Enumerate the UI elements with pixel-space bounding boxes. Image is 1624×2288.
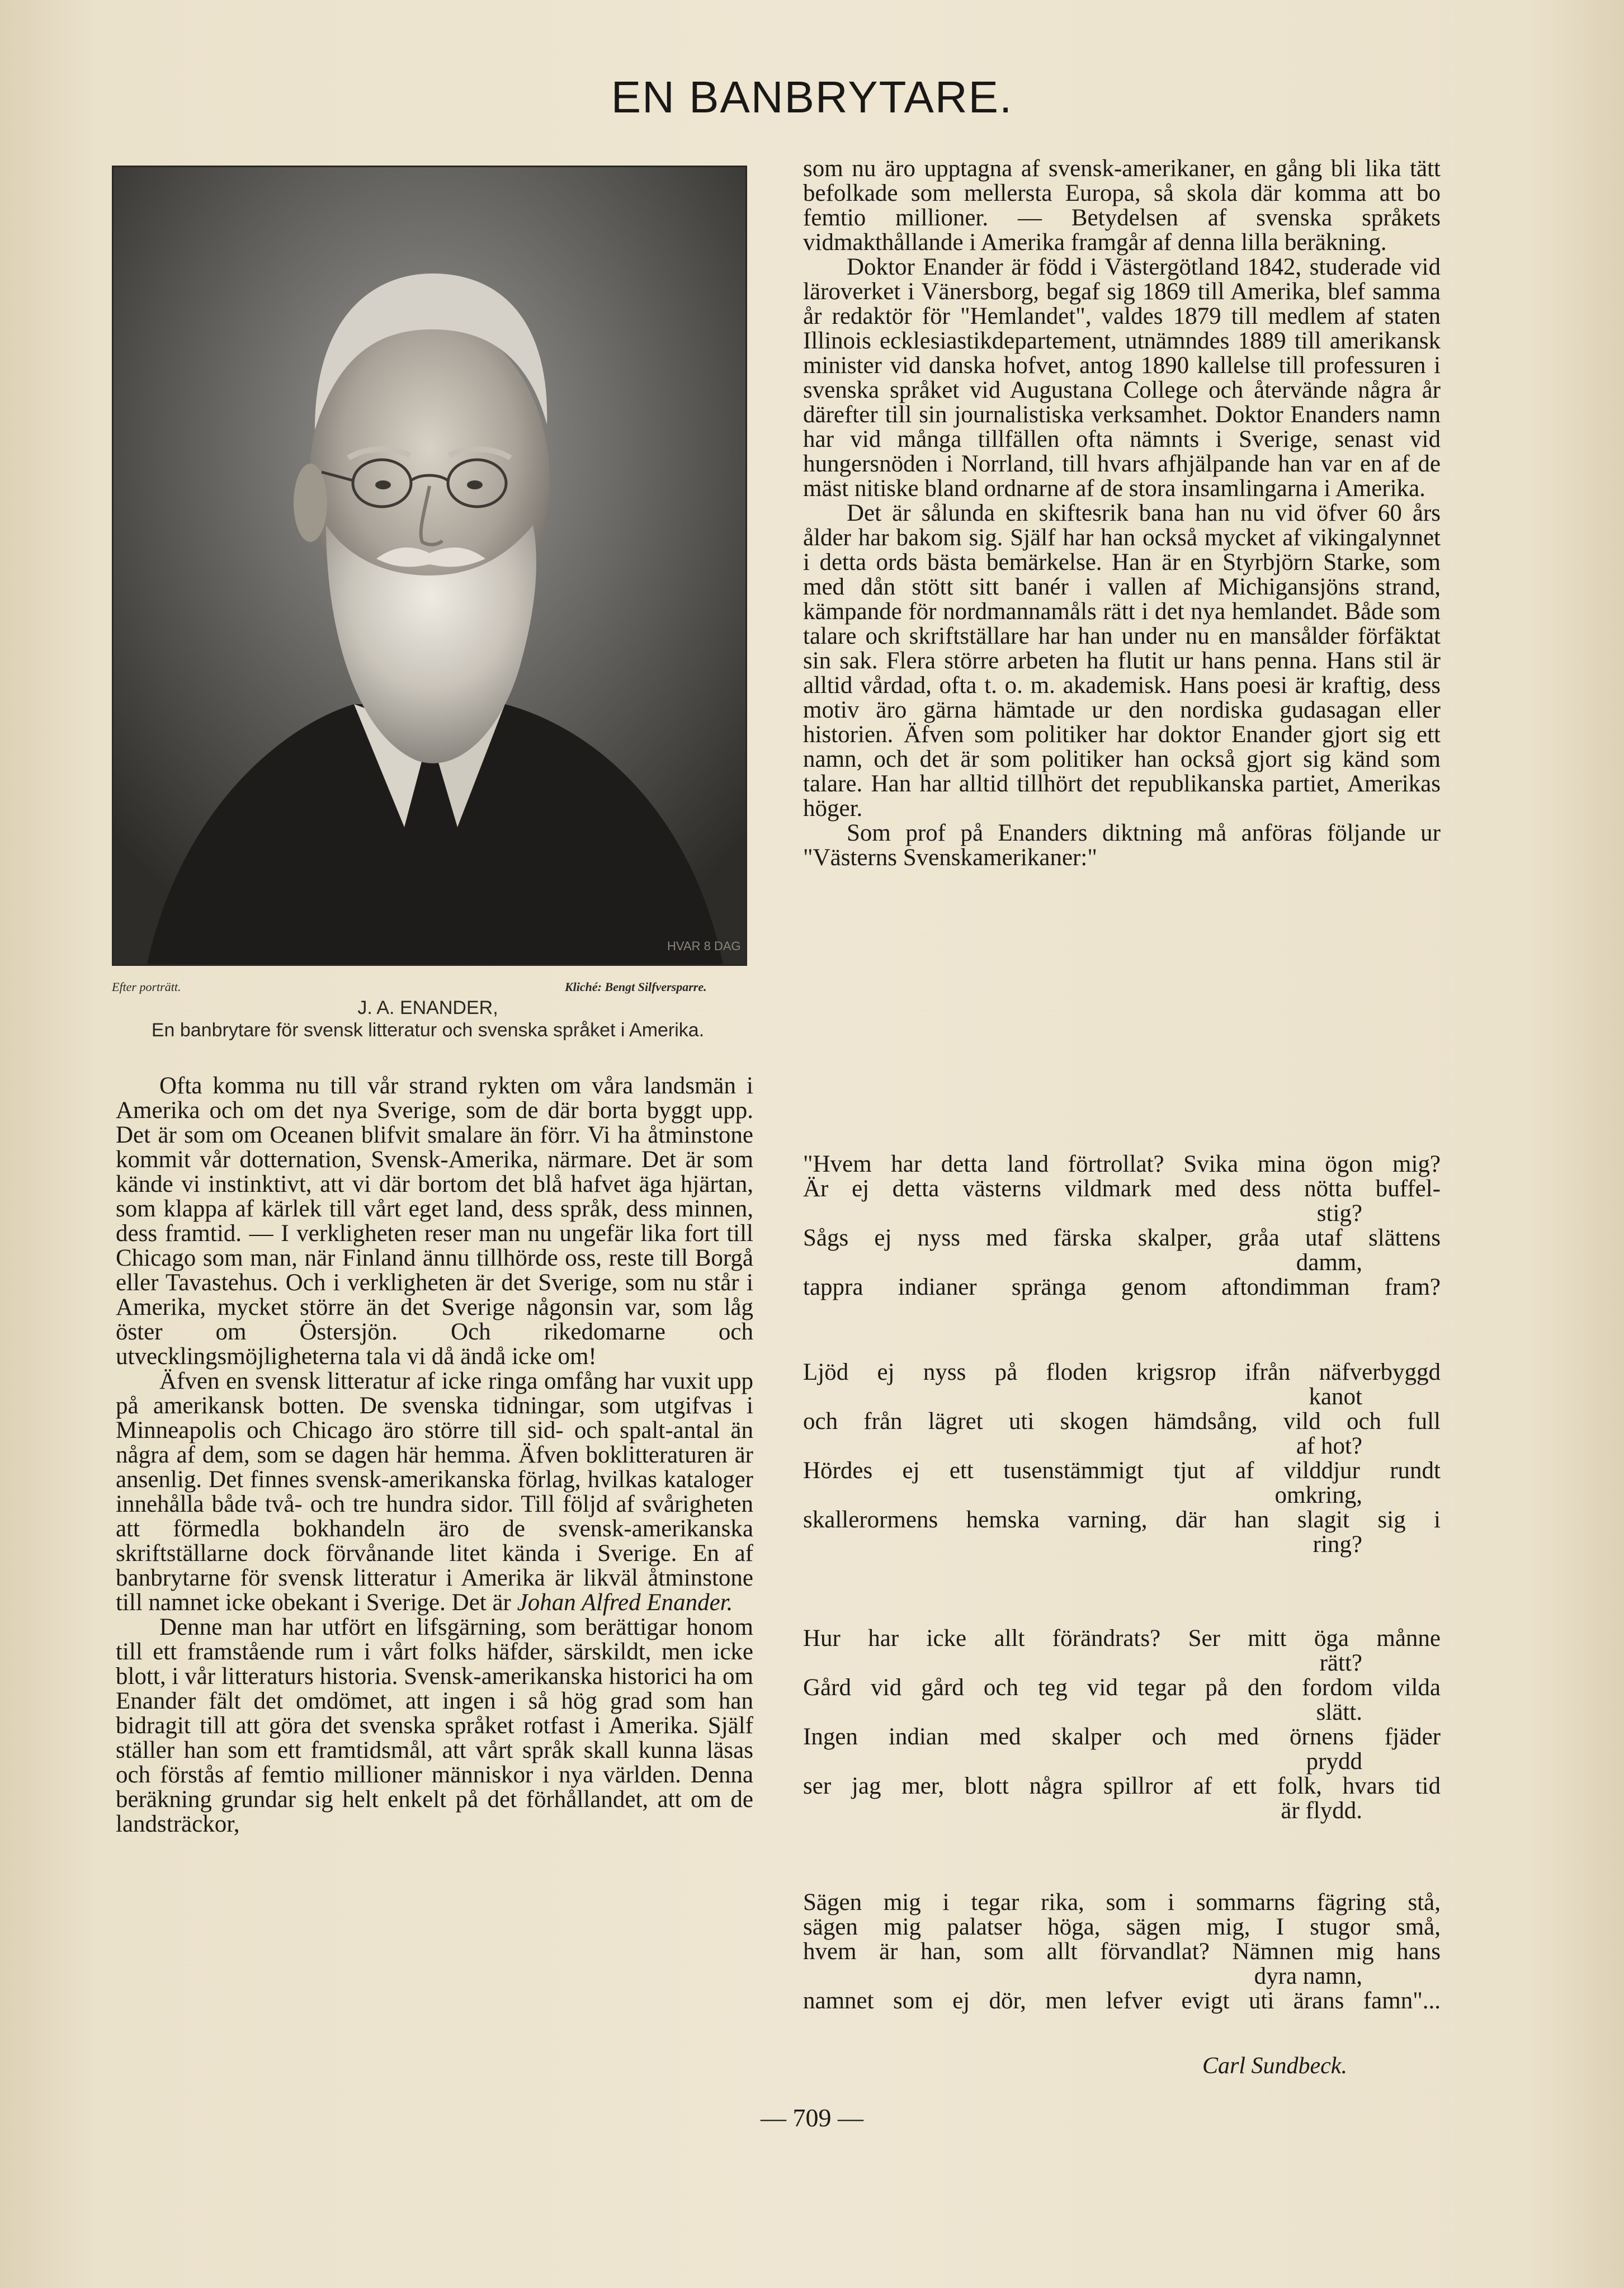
poem-line-runover: dyra namn, xyxy=(1254,1963,1362,1989)
photo-credit-right: Kliché: Bengt Silfversparre. xyxy=(565,980,707,994)
portrait-photo xyxy=(112,166,747,966)
page-number: — 709 — xyxy=(761,2103,863,2132)
poem-line: Sågs ej nyss med färska skalper, gråa utaf slättens xyxy=(803,1225,1441,1251)
poem-line: Är ej detta västerns vildmark med dess nötta buffel- xyxy=(803,1176,1441,1202)
poem-line: Sägen mig i tegar rika, som i sommarns fägring stå, xyxy=(803,1889,1441,1916)
poem-line-runover: rätt? xyxy=(1319,1650,1362,1676)
paragraph: som nu äro upptagna af svensk-amerikaner, en gång bli lika tätt befolkade som mellersta Europa, så skola där komma att bo femtio millioner. — Betydelsen af svenska språkets vidmakthållande i Amerika framgår af denna lilla beräkning. xyxy=(803,155,1441,256)
caption-description: En banbrytare för svensk litteratur och svenska språket i Amerika. xyxy=(151,1020,705,1041)
paragraph xyxy=(116,1369,753,1615)
poem-line: och från lägret uti skogen hämdsång, vild och full xyxy=(803,1408,1441,1435)
poem-line: Ljöd ej nyss på floden krigsrop ifrån näfverbyggd xyxy=(803,1359,1441,1385)
portrait-caption xyxy=(112,997,744,1041)
poem-line: Ingen indian med skalper och med örnens fjäder xyxy=(803,1724,1441,1750)
poem-line: sägen mig palatser höga, sägen mig, I stugor små, xyxy=(803,1914,1441,1940)
right-column xyxy=(803,157,1441,870)
poem-line-runover: slätt. xyxy=(1316,1699,1362,1725)
poem-line: tappra indianer spränga genom aftondimman fram? xyxy=(803,1274,1441,1300)
poem-line-runover: kanot xyxy=(1309,1384,1362,1410)
poem-stanza-4 xyxy=(803,1890,1441,2013)
paragraph: Ofta komma nu till vår strand rykten om våra landsmän i Amerika och om det nya Sverige, som de där borta byggt upp. Det är som om Oceanen blifvit smalare än förr. Vi ha åtminstone kommit vår dotternation, Svensk-Amerika, närmare. Det är som kände vi instinktivt, att vi där bortom det blå hafvet äga hjärtan, som klappa af kärlek till vårt eget land, dess språk, dess minnen, dess framtid. — I verkligheten reser man nu ungefär lika fort till Chicago som man, när Finland ännu tillhörde oss, reste till Borgå eller Tavastehus. Och i verkligheten är det Sverige, som nu står i Amerika, mycket större än det Sverige någonsin var, som låg öster om Östersjön. Och rikedomarne och utvecklingsmöjligheterna tala vi då ändå icke om! xyxy=(116,1073,753,1370)
svg-text:HVAR 8 DAG: HVAR 8 DAG xyxy=(667,939,741,953)
poem-line-runover: omkring, xyxy=(1274,1482,1362,1508)
poem-line-runover: damm, xyxy=(1296,1249,1362,1276)
photo-credit-left: Efter porträtt. xyxy=(112,980,181,994)
paragraph-text: Äfven en svensk litteratur af icke ringa omfång har vuxit upp på amerikansk botten. De svenska tidningar, som utgifvas i Minneapolis och Chicago äro större till sid- och spalt-antal än några af dem, som se dagen här hemma. Äfven boklitteraturen är ansenlig. Det finnes svensk-amerikanska förlag, hvilkas kataloger innehålla både två- och tre hundra sidor. Till följd af svårigheten att förmedla bokhandeln äro de svensk-amerikanska skriftställarne dock förvånande litet kända i Sverige. En af banbrytarne för svensk litteratur i Amerika är likväl åtminstone till namnet icke obekant i Sverige. Det är xyxy=(116,1368,753,1616)
poem-line: ser jag mer, blott några spillror af ett folk, hvars tid xyxy=(803,1773,1441,1799)
poem-line: hvem är han, som allt förvandlat? Nämnen mig hans xyxy=(803,1938,1441,1965)
portrait-illustration xyxy=(114,167,745,964)
person-name: Johan Alfred Enander. xyxy=(517,1589,733,1616)
poem-stanza-2 xyxy=(803,1360,1441,1557)
poem-stanza-1 xyxy=(803,1152,1441,1300)
article-title: EN BANBRYTARE. xyxy=(611,72,1013,122)
poem-stanza-3 xyxy=(803,1626,1441,1823)
poem-line: Hur har icke allt förändrats? Ser mitt öga månne xyxy=(803,1625,1441,1652)
poem-line: skallerormens hemska varning, där han slagit sig i xyxy=(803,1507,1441,1533)
poem-line: Hördes ej ett tusenstämmigt tjut af vilddjur rundt xyxy=(803,1457,1441,1484)
poem-line-runover: är flydd. xyxy=(1281,1798,1362,1824)
author-signature: Carl Sundbeck. xyxy=(1202,2053,1347,2079)
poem-line-runover: af hot? xyxy=(1296,1433,1362,1459)
paragraph: Det är sålunda en skiftesrik bana han nu vid öfver 60 års ålder har bakom sig. Själf har han också mycket af vikingalynnet i detta ords bästa bemärkelse. Han är en Styrbjörn Starke, som med dån stött sitt banér i vallen af Michigansjöns strand, kämpande för nordmannamåls rätt i det nya hemlandet. Både som talare och skriftställare har han under nu en mansålder förfäktat sin sak. Flera större arbeten ha flutit ur hans penna. Hans stil är alltid vårdad, ofta t. o. m. akademisk. Hans poesi är kraftig, dess motiv äro gärna hämtade ur den nordiska gudasagan eller historien. Äfven som politiker har doktor Enander gjort sig ett namn, och det är som politiker han också gjort sig känd som talare. Han har alltid tillhört det republikanska partiet, Amerikas höger. xyxy=(803,500,1441,822)
left-column xyxy=(116,1074,753,1837)
poem-line-runover: prydd xyxy=(1306,1748,1362,1775)
paragraph: Som prof på Enanders diktning må anföras följande ur "Västerns Svenskamerikaner:" xyxy=(803,820,1441,871)
paragraph: Denne man har utfört en lifsgärning, som berättigar honom till ett framstående rum i vårt folks häfder, särskildt, men icke blott, i vår litteraturs historia. Svensk-amerikanska historici ha om Enander fält det omdömet, att ingen i så hög grad som han bidragit till att göra det svenska språket rotfast i Amerika. Själf ställer han som ett framtidsmål, att vårt språk skall kunna läsas och förstås af femtio millioner människor i nya världen. Denna beräkning grundar sig helt enkelt på det förhållandet, att om de landsträckor, xyxy=(116,1614,753,1837)
poem-line: "Hvem har detta land förtrollat? Svika mina ögon mig? xyxy=(803,1151,1441,1177)
poem-line: namnet som ej dör, men lefver evigt uti ärans famn"... xyxy=(803,1988,1441,2014)
poem-line-runover: ring? xyxy=(1313,1531,1362,1558)
paragraph: Doktor Enander är född i Västergötland 1842, studerade vid läroverket i Vänersborg, begaf sig 1869 till Amerika, blef samma år redaktör för "Hemlandet", valdes 1879 till medlem af staten Illinois ecklesiastikdepartement, utnämndes 1889 till amerikansk minister vid danska hofvet, antog 1890 kallelse till professuren i svenska språket vid Augustana College och återvände några år därefter till sin journalistiska verksamhet. Doktor Enanders namn har vid många tillfällen ofta nämnts i Sverige, senast vid hungersnöden i Norrland, till hvars afhjälpande han var en af de mäst nitiske bland ordnarne af de stora insamlingarna i Amerika. xyxy=(803,254,1441,502)
caption-name: J. A. ENANDER, xyxy=(357,997,498,1018)
poem-line-runover: stig? xyxy=(1316,1200,1362,1226)
poem-line: Gård vid gård och teg vid tegar på den fordom vilda xyxy=(803,1674,1441,1701)
